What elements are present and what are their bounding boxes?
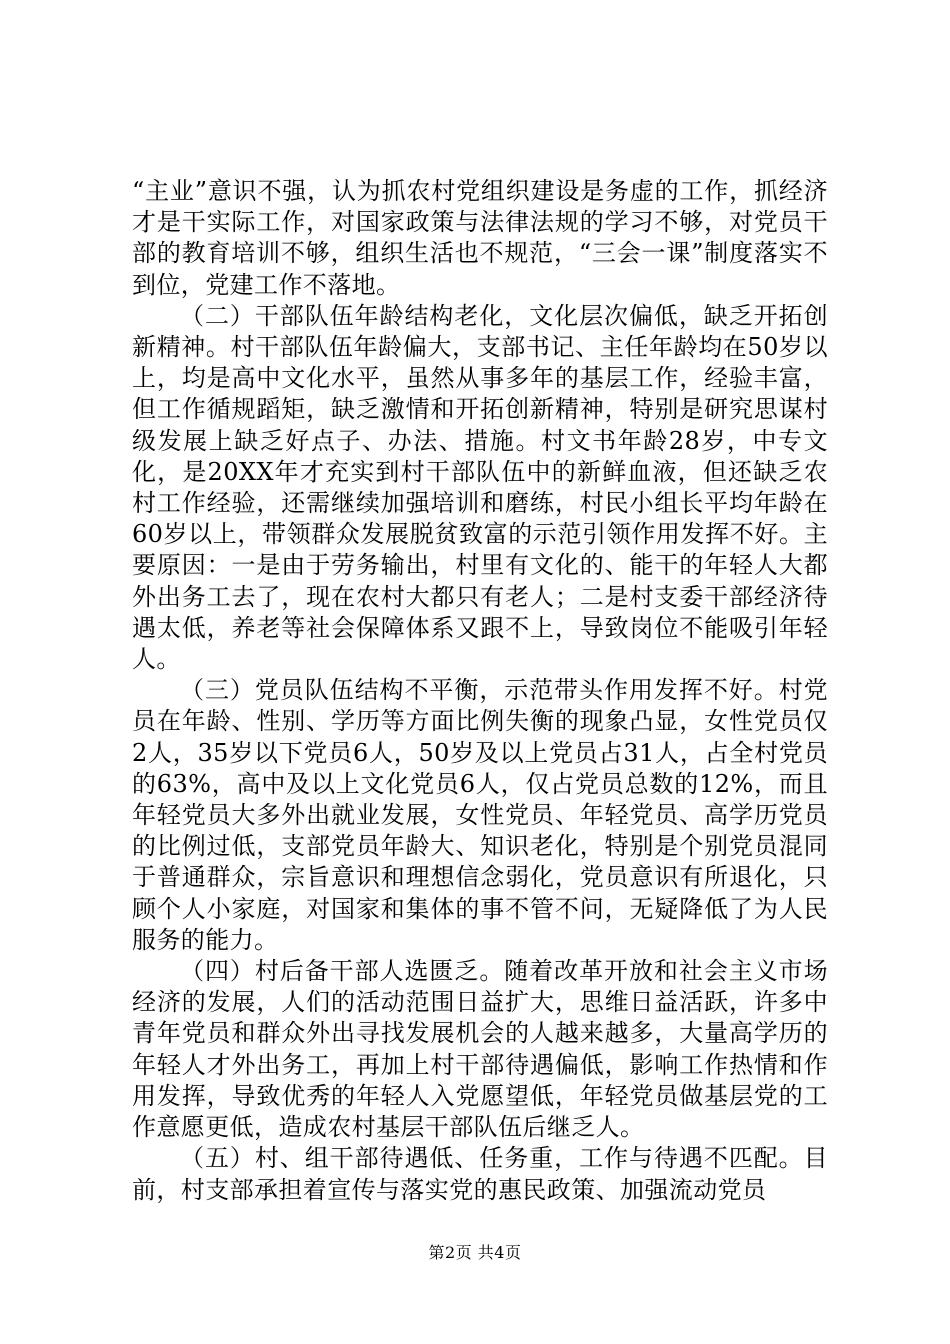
page-footer: 第2页 共4页 (428, 1243, 522, 1262)
paragraph-section-4: （四）村后备干部人选匮乏。随着改革开放和社会主义市场经济的发展，人们的活动范围日益扩大，思维日益活跃，许多中青年党员和群众外出寻找发展机会的人越来越多，大量高学历的年轻人才外出务工，再加上村干部待遇偏低，影响工作热情和作用发挥，导致优秀的年轻人入党愿望低，年轻党员做基层党的工作意愿更低，造成农村基层干部队伍后继乏人。 (132, 957, 828, 1142)
paragraph-section-3: （三）党员队伍结构不平衡，示范带头作用发挥不好。村党员在年龄、性别、学历等方面比例失衡的现象凸显，女性党员仅2人，35岁以下党员6人，50岁及以上党员占31人，占全村党员的63%，高中及以上文化党员6人，仅占党员总数的12%，而且年轻党员大多外出就业发展，女性党员、年轻党员、高学历党员的比例过低，支部党员年龄大、知识老化，特别是个别党员混同于普通群众，宗旨意识和理想信念弱化，党员意识有所退化，只顾个人小家庭，对国家和集体的事不管不问，无疑降低了为人民服务的能力。 (132, 676, 828, 954)
paragraph-continuation: “主业”意识不强，认为抓农村党组织建设是务虚的工作，抓经济才是干实际工作，对国家政策与法律法规的学习不够，对党员干部的教育培训不够，组织生活也不规范，“三会一课”制度落实不到位，党建工作不落地。 (132, 177, 828, 299)
paragraph-section-5: （五）村、组干部待遇低、任务重，工作与待遇不匹配。目前，村支部承担着宣传与落实党的惠民政策、加强流动党员 (132, 1144, 828, 1204)
paragraph-section-2: （二）干部队伍年龄结构老化，文化层次偏低，缺乏开拓创新精神。村干部队伍年龄偏大，支部书记、主任年龄均在50岁以上，均是高中文化水平，虽然从事多年的基层工作，经验丰富，但工作循规蹈矩，缺乏激情和开拓创新精神，特别是研究思谋村级发展上缺乏好点子、办法、措施。村文书年龄28岁，中专文化，是20XX年才充实到村干部队伍中的新鲜血液，但还缺乏农村工作经验，还需继续加强培训和磨练，村民小组长平均年龄在60岁以上，带领群众发展脱贫致富的示范引领作用发挥不好。主要原因：一是由于劳务输出，村里有文化的、能干的年轻人大都外出务工去了，现在农村大都只有老人；二是村支委干部经济待遇太低，养老等社会保障体系又跟不上，导致岗位不能吸引年轻人。 (132, 301, 828, 674)
document-body (132, 176, 828, 1206)
